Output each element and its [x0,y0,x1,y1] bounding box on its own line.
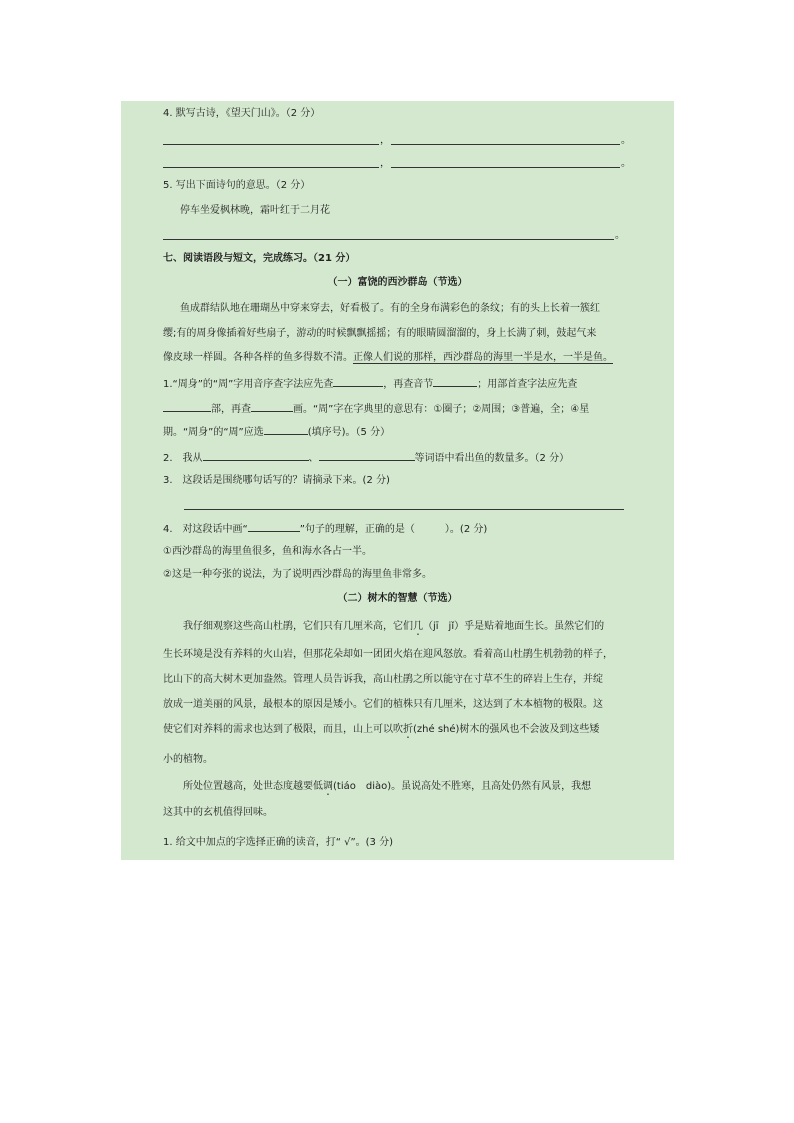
answer-line [184,509,624,510]
passage-1-line: 鱼成群结队地在珊瑚丛中穿来穿去，好看极了。有的全身布满彩色的条纹；有的头上长着一簇红 [180,303,600,314]
fill-blank [433,375,477,387]
passage-2-line: 小的植物。 [163,754,213,765]
fill-blank [248,520,300,532]
question-1-line: 部，再查 画。“周”字在字典里的意思有：①圈子；②周围；③普遍，全；④星 [163,400,589,417]
punctuation-period: 。 [621,158,631,169]
passage-1-line: 像皮球一样圆。各种各样的鱼多得数不清。正像人们说的那样，西沙群岛的海里一半是水，一半是鱼。 [163,352,613,363]
underlined-sentence: 正像人们说的那样，西沙群岛的海里一半是水，一半是鱼。 [353,352,613,363]
passage-2-line: 我仔细观察这些高山杜鹃，它们只有几厘米高，它们几（jī jǐ）乎是贴着地面生长。虽然它们的 [183,621,605,632]
punctuation-period: 。 [615,230,625,241]
question-2: 2. 我从 、 等词语中看出鱼的数量多。（2 分） [163,449,569,466]
fill-blank [333,375,383,387]
answer-line [391,167,620,168]
answer-line [163,167,379,168]
section-7-title: 七、阅读语段与短文，完成练习。（21 分） [163,253,356,264]
question-5-poem-line: 停车坐爱枫林晚，霜叶红于二月花 [180,205,330,216]
answer-line [163,239,614,240]
punctuation-comma: ， [380,135,390,146]
passage-1-title: （一）富饶的西沙群岛（节选） [327,277,468,288]
fill-blank [264,423,308,435]
passage-2-question-1: 1. 给文中加点的字选择正确的读音，打“ √”。(3 分) [163,837,393,848]
passage-2-line: 所处位置越高，处世态度越要低调(tiáo diào)。虽说高处不胜寒，且高处仍然有风景，我想 [183,781,592,792]
punctuation-comma: ， [380,158,390,169]
dotted-char: 折 [403,724,413,735]
question-1-line: 1.“周身”的“周”字用音序查字法应先查 ，再查音节 ；用部首查字法应先查 [163,375,577,392]
punctuation-period: 。 [621,135,631,146]
fill-blank [203,449,309,461]
fill-blank [163,400,211,412]
option-2: ②这是一种夸张的说法，为了说明西沙群岛的海里鱼非常多。 [163,569,432,580]
passage-2-line: 使它们对养料的需求也达到了极限，而且，山上可以吹折(zhé shé)树木的强风也不会波及到这些矮 [163,724,600,735]
question-5: 5. 写出下面诗句的意思。（2 分） [163,180,311,191]
question-3: 3. 这段话是围绕哪句话写的？请摘录下来。(2 分) [163,475,390,486]
question-4-poem: 4. 默写古诗，《望天门山》。（2 分） [163,108,321,119]
fill-blank [319,449,415,461]
passage-2-line: 这其中的玄机值得回味。 [163,807,273,818]
fill-blank [251,400,293,412]
passage-2-title: （二）树木的智慧（节选） [337,593,458,604]
passage-2-line: 生长环境是没有养料的火山岩，但那花朵却如一团团火焰在迎风怒放。看着高山杜鹃生机勃勃的样子， [163,649,613,660]
option-1: ①西沙群岛的海里鱼很多，鱼和海水各占一半。 [163,546,372,557]
answer-line [391,144,620,145]
question-1-line: 期。“周身”的“周”应选 (填序号)。（5 分） [163,423,390,440]
passage-2-line: 比山下的高大树木更加盎然。管理人员告诉我，高山杜鹃之所以能守在寸草不生的碎岩上生存，并绽 [163,674,603,685]
answer-line [163,144,379,145]
passage-1-line: 缨;有的周身像插着好些扇子，游动的时候飘飘摇摇；有的眼睛圆溜溜的，身上长满了刺，鼓起气来 [163,328,597,339]
passage-2-line: 放成一道美丽的风景，最根本的原因是矮小。它们的植株只有几厘米，这达到了木本植物的极限。这 [163,699,603,710]
dotted-char: 几 [413,621,423,632]
question-4: 4. 对这段话中画“ ”句子的理解，正确的是（ ）。(2 分) [163,520,487,537]
dotted-char: 调 [323,781,333,792]
